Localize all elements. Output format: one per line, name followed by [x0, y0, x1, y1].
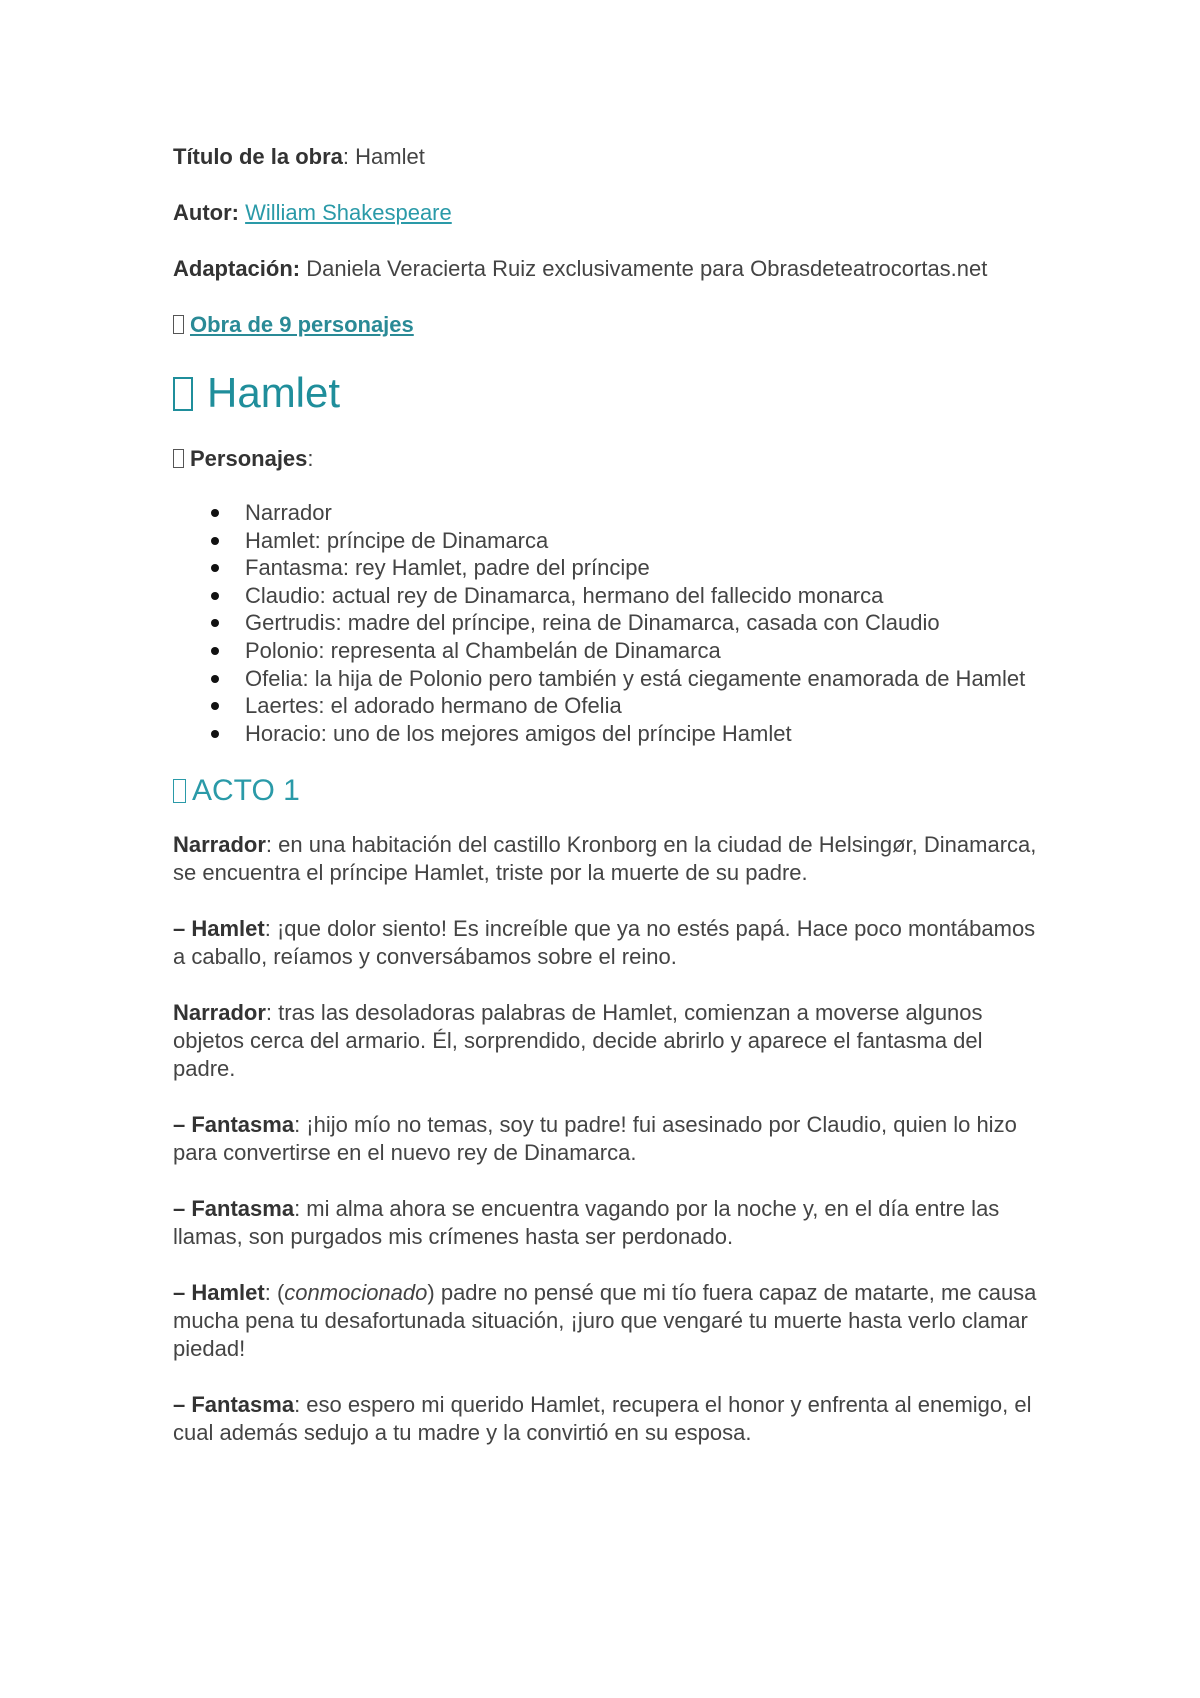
speaker-name: Narrador	[173, 1000, 266, 1026]
dialogue-text: : en una habitación del castillo Kronborg en la ciudad de Helsingør, Dinamarca, se encuentra el príncipe Hamlet, triste por la muerte de su padre.	[173, 832, 1037, 886]
cast-count-link[interactable]: Obra de 9 personajes	[190, 312, 414, 337]
author-link[interactable]: William Shakespeare	[245, 200, 452, 225]
speaker-name: Narrador	[173, 832, 266, 858]
dialogue-line	[173, 1195, 1040, 1251]
dialogue-line	[173, 831, 1040, 887]
act-heading-text: ACTO 1	[192, 774, 300, 808]
dialogue-text: : tras las desoladoras palabras de Hamlet, comienzan a moverse algunos objetos cerca del armario. Él, sorprendido, decide abrirlo y aparece el fantasma del padre.	[173, 1000, 983, 1082]
list-item: Fantasma: rey Hamlet, padre del príncipe	[245, 554, 1040, 582]
speaker-name: – Fantasma	[173, 1392, 295, 1418]
list-item: Polonio: representa al Chambelán de Dinamarca	[245, 637, 1040, 665]
author-line	[173, 199, 1040, 227]
title-value: : Hamlet	[342, 144, 425, 169]
missing-glyph-icon	[173, 449, 184, 468]
adaptation-line	[173, 255, 1040, 283]
dialogue-line	[173, 1279, 1040, 1363]
speaker-name: – Hamlet	[173, 1280, 265, 1306]
missing-glyph-icon	[173, 779, 186, 803]
list-item: Claudio: actual rey de Dinamarca, hermano del fallecido monarca	[245, 582, 1040, 610]
missing-glyph-icon	[173, 315, 184, 334]
author-label: Autor:	[173, 200, 239, 225]
dialogue-line	[173, 999, 1040, 1083]
adaptation-label: Adaptación:	[173, 256, 301, 281]
speaker-name: – Hamlet	[173, 916, 265, 942]
list-item: Hamlet: príncipe de Dinamarca	[245, 527, 1040, 555]
speaker-name: – Fantasma	[173, 1196, 295, 1222]
speaker-name: – Fantasma	[173, 1112, 295, 1138]
act-heading	[173, 773, 1040, 809]
dialogue-text: ) padre no pensé que mi tío fuera capaz de matarte, me causa mucha pena tu desafortunada situación, ¡juro que vengaré tu muerte hasta verlo clamar piedad!	[173, 1280, 1037, 1362]
missing-glyph-icon	[173, 377, 193, 411]
dialogue-line	[173, 1111, 1040, 1167]
dialogue-line	[173, 1391, 1040, 1447]
dialogue-text: : eso espero mi querido Hamlet, recupera el honor y enfrenta al enemigo, el cual además sedujo a tu madre y la convirtió en su esposa.	[173, 1392, 1032, 1446]
adaptation-value: Daniela Veracierta Ruiz exclusivamente para Obrasdeteatrocortas.net	[306, 256, 988, 281]
dialogue-pre: : (	[264, 1280, 285, 1306]
dialogue-line	[173, 915, 1040, 971]
characters-suffix: :	[307, 446, 314, 471]
dialogue-text: : ¡hijo mío no temas, soy tu padre! fui asesinado por Claudio, quien lo hizo para convertirse en el nuevo rey de Dinamarca.	[173, 1112, 1017, 1166]
list-item: Horacio: uno de los mejores amigos del príncipe Hamlet	[245, 720, 1040, 748]
list-item: Ofelia: la hija de Polonio pero también y está ciegamente enamorada de Hamlet	[245, 665, 1040, 693]
title-line	[173, 143, 1040, 171]
cast-line	[173, 311, 1040, 339]
page-title-text: Hamlet	[207, 369, 341, 416]
page-title	[173, 367, 1040, 419]
stage-direction: conmocionado	[284, 1280, 428, 1306]
dialogue-text: : ¡que dolor siento! Es increíble que ya no estés papá. Hace poco montábamos a caballo, reíamos y conversábamos sobre el reino.	[173, 916, 1036, 970]
characters-heading	[173, 445, 1040, 473]
list-item: Gertrudis: madre del príncipe, reina de Dinamarca, casada con Claudio	[245, 609, 1040, 637]
characters-list	[173, 499, 1040, 747]
list-item: Narrador	[245, 499, 1040, 527]
dialogue-text: : mi alma ahora se encuentra vagando por la noche y, en el día entre las llamas, son purgados mis crímenes hasta ser perdonado.	[173, 1196, 1000, 1250]
characters-label: Personajes	[190, 446, 308, 471]
title-label: Título de la obra	[173, 144, 343, 169]
list-item: Laertes: el adorado hermano de Ofelia	[245, 692, 1040, 720]
